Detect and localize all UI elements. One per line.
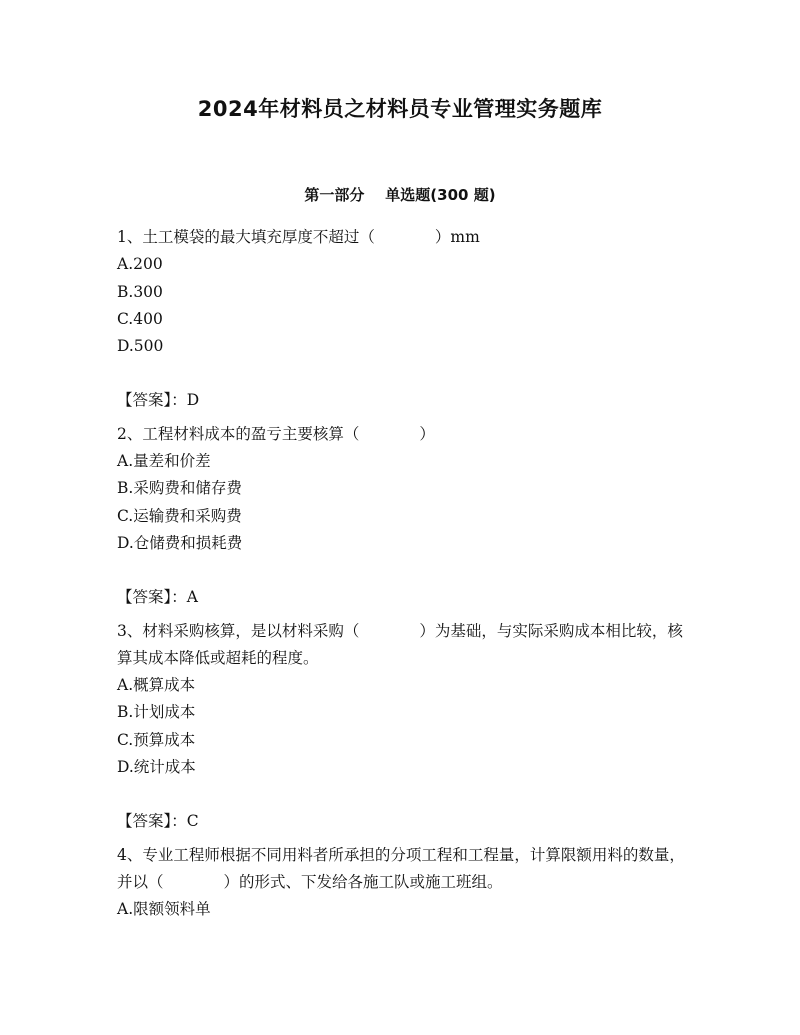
question-stem: 1、土工模袋的最大填充厚度不超过（ ）mm xyxy=(117,228,480,246)
question-stem: 2、工程材料成本的盈亏主要核算（ ） xyxy=(117,424,435,443)
question-stem: 4、专业工程师根据不同用料者所承担的分项工程和工程量，计算限额用料的数量，并以（ ）的形式、下发给各施工队或施工班组。 xyxy=(117,845,685,891)
option-c: C.预算成本 xyxy=(117,730,196,749)
option-d: D.统计成本 xyxy=(117,758,196,777)
option-b: B.300 xyxy=(117,282,163,301)
question-list xyxy=(117,224,687,924)
option-d: D.仓储费和损耗费 xyxy=(117,533,243,552)
question-1 xyxy=(117,224,687,421)
option-b: B.采购费和储存费 xyxy=(117,479,242,498)
question-3 xyxy=(117,618,687,842)
answer-label: 【答案】： xyxy=(117,812,187,831)
answer-line xyxy=(117,808,687,835)
option-c: C.运输费和采购费 xyxy=(117,506,242,525)
answer-line xyxy=(117,387,687,414)
option-a: A.概算成本 xyxy=(117,676,196,695)
answer-value: A xyxy=(186,588,198,607)
option-a: A.量差和价差 xyxy=(117,452,211,471)
question-4 xyxy=(117,842,687,924)
option-a: A.限额领料单 xyxy=(117,900,211,919)
answer-label: 【答案】： xyxy=(117,391,187,410)
option-d: D.500 xyxy=(117,337,164,356)
section-title: 第一部分 单选题(300 题) xyxy=(304,186,496,204)
answer-value: C xyxy=(186,812,199,831)
option-b: B.计划成本 xyxy=(117,703,196,722)
answer-value: D xyxy=(186,391,200,410)
question-2 xyxy=(117,421,687,618)
option-c: C.400 xyxy=(117,309,163,328)
option-a: A.200 xyxy=(117,255,163,274)
answer-line xyxy=(117,584,687,611)
answer-label: 【答案】： xyxy=(117,588,187,607)
question-stem: 3、材料采购核算，是以材料采购（ ）为基础，与实际采购成本相比较，核算其成本降低或超耗的程度。 xyxy=(117,621,683,667)
document-title: 2024年材料员之材料员专业管理实务题库 xyxy=(197,97,603,121)
